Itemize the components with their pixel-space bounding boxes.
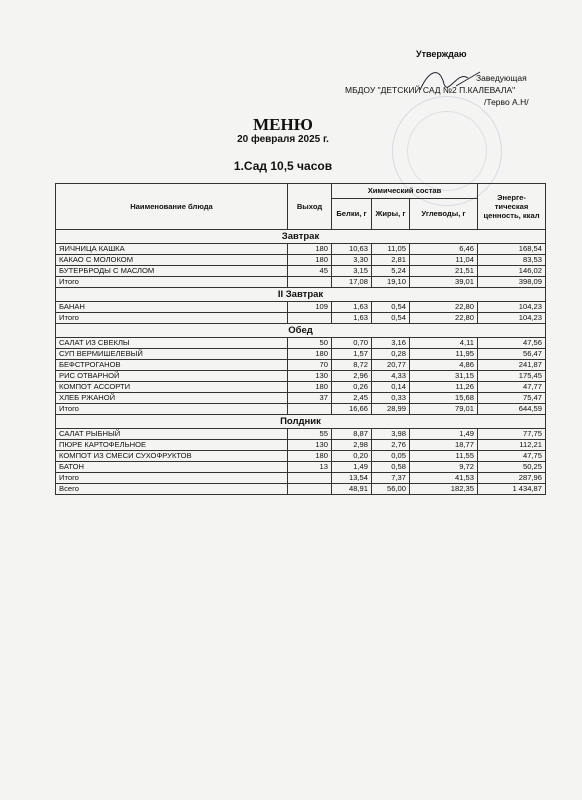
dish-name: САЛАТ РЫБНЫЙ <box>56 429 288 440</box>
dish-portion: 180 <box>288 349 332 360</box>
dish-protein: 0,26 <box>332 382 372 393</box>
dish-energy: 77,75 <box>478 429 546 440</box>
dish-fat: 5,24 <box>372 266 410 277</box>
menu-body <box>56 230 546 495</box>
total-energy: 644,59 <box>478 404 546 415</box>
table-row <box>56 360 546 371</box>
group-name: 1.Сад 10,5 часов <box>233 159 333 173</box>
section-title: Завтрак <box>56 230 546 244</box>
total-row <box>56 313 546 324</box>
total-fat: 7,37 <box>372 473 410 484</box>
section-header <box>56 324 546 338</box>
header-energy-label: Энерге-тическая ценность, ккал <box>483 193 540 220</box>
dish-energy: 75,47 <box>478 393 546 404</box>
total-portion-empty <box>288 473 332 484</box>
approval-signatory: /Терво А.Н/ <box>484 97 529 107</box>
dish-fat: 2,81 <box>372 255 410 266</box>
table-row <box>56 451 546 462</box>
total-portion-empty <box>288 277 332 288</box>
total-fat: 0,54 <box>372 313 410 324</box>
dish-fat: 0,05 <box>372 451 410 462</box>
total-label: Итого <box>56 404 288 415</box>
grand-total-energy: 1 434,87 <box>478 484 546 495</box>
dish-name: СУП ВЕРМИШЕЛЕВЫЙ <box>56 349 288 360</box>
dish-protein: 8,87 <box>332 429 372 440</box>
dish-protein: 1,49 <box>332 462 372 473</box>
total-fat: 19,10 <box>372 277 410 288</box>
header-chem: Химический состав <box>332 184 478 199</box>
dish-fat: 0,28 <box>372 349 410 360</box>
grand-total-portion-empty <box>288 484 332 495</box>
table-row <box>56 393 546 404</box>
dish-protein: 1,63 <box>332 302 372 313</box>
header-protein: Белки, г <box>332 199 372 230</box>
table-row <box>56 440 546 451</box>
dish-protein: 8,72 <box>332 360 372 371</box>
dish-name: ПЮРЕ КАРТОФЕЛЬНОЕ <box>56 440 288 451</box>
dish-fat: 0,33 <box>372 393 410 404</box>
dish-carbs: 1,49 <box>410 429 478 440</box>
dish-carbs: 11,95 <box>410 349 478 360</box>
total-carbs: 22,80 <box>410 313 478 324</box>
dish-energy: 104,23 <box>478 302 546 313</box>
total-protein: 1,63 <box>332 313 372 324</box>
total-protein: 13,54 <box>332 473 372 484</box>
dish-portion: 180 <box>288 255 332 266</box>
dish-fat: 0,58 <box>372 462 410 473</box>
total-label: Итого <box>56 277 288 288</box>
total-row <box>56 277 546 288</box>
dish-carbs: 4,11 <box>410 338 478 349</box>
dish-energy: 175,45 <box>478 371 546 382</box>
dish-name: БАТОН <box>56 462 288 473</box>
dish-protein: 2,96 <box>332 371 372 382</box>
grand-total-protein: 48,91 <box>332 484 372 495</box>
total-protein: 17,08 <box>332 277 372 288</box>
total-energy: 104,23 <box>478 313 546 324</box>
dish-energy: 47,56 <box>478 338 546 349</box>
dish-energy: 168,54 <box>478 244 546 255</box>
section-title: Обед <box>56 324 546 338</box>
dish-protein: 3,30 <box>332 255 372 266</box>
table-row <box>56 382 546 393</box>
approval-position: Заведующая <box>476 73 527 83</box>
menu-date: 20 февраля 2025 г. <box>237 134 329 145</box>
dish-portion: 130 <box>288 440 332 451</box>
dish-name: САЛАТ ИЗ СВЕКЛЫ <box>56 338 288 349</box>
total-energy: 398,09 <box>478 277 546 288</box>
dish-portion: 180 <box>288 451 332 462</box>
dish-fat: 3,16 <box>372 338 410 349</box>
dish-energy: 47,75 <box>478 451 546 462</box>
dish-fat: 2,76 <box>372 440 410 451</box>
page-title: МЕНЮ <box>253 115 313 134</box>
table-row <box>56 349 546 360</box>
dish-fat: 11,05 <box>372 244 410 255</box>
grand-total-carbs: 182,35 <box>410 484 478 495</box>
total-protein: 16,66 <box>332 404 372 415</box>
dish-protein: 10,63 <box>332 244 372 255</box>
dish-protein: 0,70 <box>332 338 372 349</box>
section-header <box>56 415 546 429</box>
dish-name: БЕФСТРОГАНОВ <box>56 360 288 371</box>
header-portion: Выход <box>288 184 332 230</box>
dish-energy: 50,25 <box>478 462 546 473</box>
dish-carbs: 9,72 <box>410 462 478 473</box>
grand-total-fat: 56,00 <box>372 484 410 495</box>
total-portion-empty <box>288 404 332 415</box>
dish-portion: 37 <box>288 393 332 404</box>
dish-carbs: 4,86 <box>410 360 478 371</box>
total-fat: 28,99 <box>372 404 410 415</box>
section-header <box>56 230 546 244</box>
header-fat: Жиры, г <box>372 199 410 230</box>
dish-portion: 180 <box>288 382 332 393</box>
dish-energy: 47,77 <box>478 382 546 393</box>
dish-fat: 3,98 <box>372 429 410 440</box>
dish-portion: 50 <box>288 338 332 349</box>
dish-fat: 0,14 <box>372 382 410 393</box>
dish-carbs: 11,26 <box>410 382 478 393</box>
dish-name: БУТЕРБРОДЫ С МАСЛОМ <box>56 266 288 277</box>
dish-carbs: 11,55 <box>410 451 478 462</box>
dish-fat: 0,54 <box>372 302 410 313</box>
dish-protein: 3,15 <box>332 266 372 277</box>
dish-carbs: 21,51 <box>410 266 478 277</box>
grand-total-label: Всего <box>56 484 288 495</box>
table-row <box>56 302 546 313</box>
dish-carbs: 31,15 <box>410 371 478 382</box>
dish-name: КАКАО С МОЛОКОМ <box>56 255 288 266</box>
header-carbs: Углеводы, г <box>410 199 478 230</box>
signature-mark <box>400 60 490 100</box>
table-row <box>56 429 546 440</box>
dish-carbs: 11,04 <box>410 255 478 266</box>
dish-carbs: 15,68 <box>410 393 478 404</box>
table-row <box>56 255 546 266</box>
dish-fat: 4,33 <box>372 371 410 382</box>
dish-name: ЯИЧНИЦА КАШКА <box>56 244 288 255</box>
dish-fat: 20,77 <box>372 360 410 371</box>
header-energy <box>478 184 546 230</box>
dish-name: КОМПОТ ИЗ СМЕСИ СУХОФРУКТОВ <box>56 451 288 462</box>
dish-portion: 13 <box>288 462 332 473</box>
table-row <box>56 371 546 382</box>
total-carbs: 79,01 <box>410 404 478 415</box>
dish-protein: 2,45 <box>332 393 372 404</box>
grand-total-row <box>56 484 546 495</box>
dish-energy: 56,47 <box>478 349 546 360</box>
dish-name: ХЛЕБ РЖАНОЙ <box>56 393 288 404</box>
total-row <box>56 473 546 484</box>
total-carbs: 39,01 <box>410 277 478 288</box>
dish-energy: 241,87 <box>478 360 546 371</box>
total-label: Итого <box>56 313 288 324</box>
dish-protein: 1,57 <box>332 349 372 360</box>
dish-carbs: 6,46 <box>410 244 478 255</box>
dish-portion: 70 <box>288 360 332 371</box>
table-row <box>56 266 546 277</box>
table-row <box>56 462 546 473</box>
table-row <box>56 244 546 255</box>
section-title: Полдник <box>56 415 546 429</box>
section-header <box>56 288 546 302</box>
dish-portion: 55 <box>288 429 332 440</box>
dish-name: РИС ОТВАРНОЙ <box>56 371 288 382</box>
approval-organization: МБДОУ "ДЕТСКИЙ САД №2 П.КАЛЕВАЛА" <box>345 85 516 95</box>
table-row <box>56 338 546 349</box>
menu-table <box>55 183 546 495</box>
dish-carbs: 18,77 <box>410 440 478 451</box>
dish-portion: 45 <box>288 266 332 277</box>
dish-portion: 109 <box>288 302 332 313</box>
total-portion-empty <box>288 313 332 324</box>
dish-energy: 83,53 <box>478 255 546 266</box>
total-row <box>56 404 546 415</box>
total-carbs: 41,53 <box>410 473 478 484</box>
dish-portion: 130 <box>288 371 332 382</box>
section-title: II Завтрак <box>56 288 546 302</box>
dish-name: БАНАН <box>56 302 288 313</box>
dish-energy: 112,21 <box>478 440 546 451</box>
approval-title: Утверждаю <box>416 49 467 59</box>
dish-protein: 2,98 <box>332 440 372 451</box>
dish-protein: 0,20 <box>332 451 372 462</box>
total-energy: 287,96 <box>478 473 546 484</box>
total-label: Итого <box>56 473 288 484</box>
dish-energy: 146,02 <box>478 266 546 277</box>
header-name: Наименование блюда <box>56 184 288 230</box>
dish-name: КОМПОТ АССОРТИ <box>56 382 288 393</box>
dish-carbs: 22,80 <box>410 302 478 313</box>
dish-portion: 180 <box>288 244 332 255</box>
